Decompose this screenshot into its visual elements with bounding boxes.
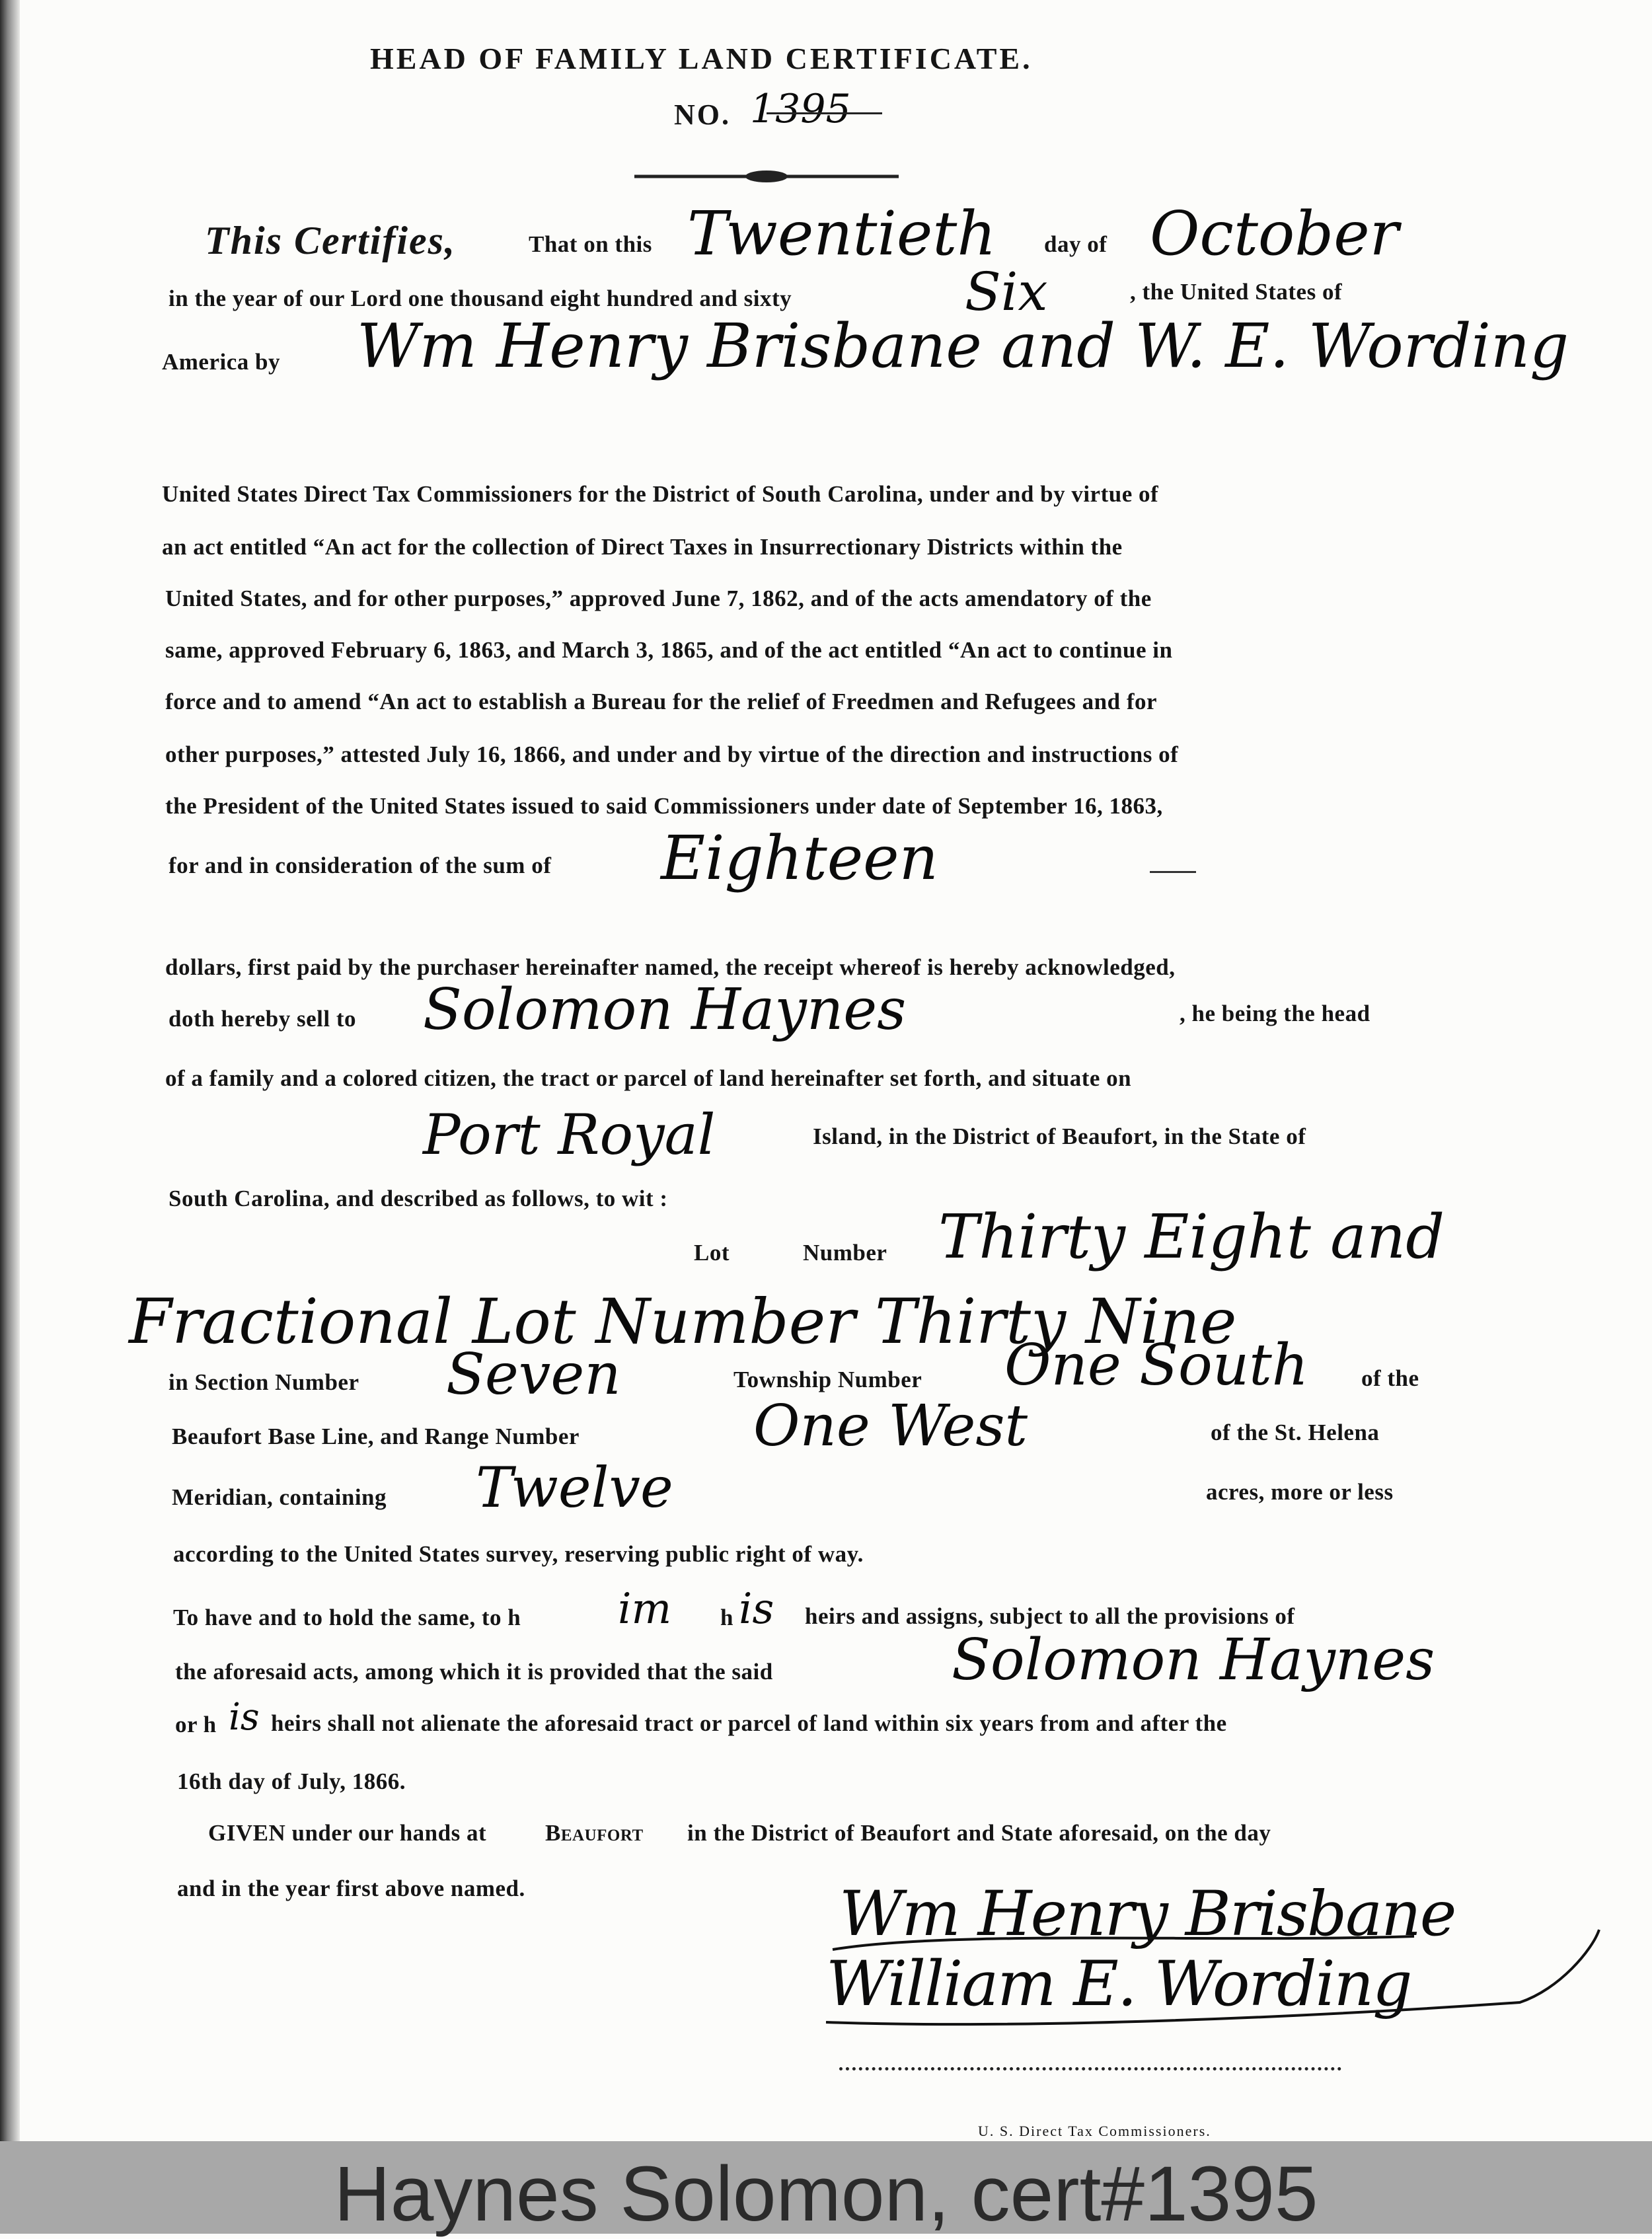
island-text: Island, in the District of Beaufort, in the State of xyxy=(813,1123,1306,1149)
line2-text-a: in the year of our Lord one thousand eight hundred and sixty xyxy=(169,285,792,311)
dollars-line: dollars, first paid by the purchaser hereinafter named, the receipt whereof is hereby acknowledged, xyxy=(165,954,1176,980)
consideration-text: for and in consideration of the sum of xyxy=(169,853,552,878)
hw-him: im xyxy=(618,1585,672,1634)
body-line-5: force and to amend “An act to establish a Bureau for the relief of Freedmen and Refugees and for xyxy=(165,689,1158,714)
given-text-b: in the District of Beaufort and State aforesaid, on the day xyxy=(687,1820,1271,1846)
signature-flourish xyxy=(819,1870,1612,2042)
ornament-rule xyxy=(634,169,899,184)
hw-fractional: Fractional Lot Number Thirty Nine xyxy=(129,1286,1237,1358)
lot-text-a: Lot xyxy=(694,1240,730,1266)
range-text-b: of the St. Helena xyxy=(1211,1420,1380,1445)
hw-section: Seven xyxy=(446,1342,621,1408)
line1-text-b: day of xyxy=(1044,231,1108,257)
body-line-7: the President of the United States issued to said Commissioners under date of September 16, 1863, xyxy=(165,793,1163,819)
date-line: 16th day of July, 1866. xyxy=(177,1768,406,1794)
sell-text-b: , he being the head xyxy=(1180,1001,1370,1026)
hw-sum: Eighteen xyxy=(661,823,938,893)
line1-text-a: That on this xyxy=(529,231,652,257)
scan-edge xyxy=(0,0,20,2141)
hw-year: Six xyxy=(965,261,1048,323)
line3-text-a: America by xyxy=(162,349,280,375)
hw-his: is xyxy=(739,1585,774,1634)
hw-range: One West xyxy=(753,1393,1028,1459)
lot-text-b: Number xyxy=(803,1240,887,1266)
given-town: Beaufort xyxy=(545,1820,644,1846)
blank-dash xyxy=(1150,871,1196,873)
body-line-1: United States Direct Tax Commissioners for the District of South Carolina, under and by virtue of xyxy=(162,481,1159,507)
certificate-title: HEAD OF FAMILY LAND CERTIFICATE. xyxy=(370,42,1033,75)
sell-text-a: doth hereby sell to xyxy=(169,1006,356,1032)
alienate-text-a: or h xyxy=(175,1712,217,1737)
hw-his-2: is xyxy=(229,1696,260,1739)
aforesaid-text-a: the aforesaid acts, among which it is provided that the said xyxy=(175,1659,773,1685)
this-certifies: This Certifies, xyxy=(205,219,457,262)
caption-text: Haynes Solomon, cert#1395 xyxy=(334,2150,1318,2238)
body-line-3: United States, and for other purposes,” approved June 7, 1862, and of the acts amendatory of the xyxy=(165,586,1152,611)
south-carolina-line: South Carolina, and described as follows, to wit : xyxy=(169,1186,668,1211)
hold-text-b: h xyxy=(720,1605,733,1630)
hw-day: Twentieth xyxy=(687,198,996,269)
commissioners-label: U. S. Direct Tax Commissioners. xyxy=(978,2123,1211,2139)
year-line: and in the year first above named. xyxy=(177,1876,525,1901)
range-text-a: Beaufort Base Line, and Range Number xyxy=(172,1423,580,1449)
signature-brisbane: Wm Henry Brisbane xyxy=(839,1878,1456,1950)
cert-no-underline xyxy=(767,112,882,114)
section-text-b: Township Number xyxy=(733,1367,922,1392)
meridian-text-b: acres, more or less xyxy=(1206,1479,1394,1505)
given-text-a: GIVEN under our hands at xyxy=(208,1820,487,1846)
alienate-text-b: heirs shall not alienate the aforesaid tract or parcel of land within six years from and after the xyxy=(271,1710,1227,1736)
commissioner-dotted-line xyxy=(839,2067,1341,2070)
certificate-number: 1395 xyxy=(750,86,851,132)
line2-text-b: , the United States of xyxy=(1130,279,1343,305)
hold-text-c: heirs and assigns, subject to all the provisions of xyxy=(805,1603,1295,1629)
hw-commissioners: Wm Henry Brisbane and W. E. Wording xyxy=(357,311,1569,381)
section-text-c: of the xyxy=(1361,1365,1419,1391)
hw-township: One South xyxy=(1004,1332,1309,1398)
hold-text-a: To have and to hold the same, to h xyxy=(173,1605,521,1630)
meridian-text-a: Meridian, containing xyxy=(172,1484,387,1510)
hw-month: October xyxy=(1150,198,1399,269)
signature-wording: William E. Wording xyxy=(826,1948,1411,2020)
hw-lot: Thirty Eight and xyxy=(938,1201,1445,1272)
hw-purchaser: Solomon Haynes xyxy=(423,977,907,1043)
body-line-4: same, approved February 6, 1863, and March 3, 1865, and of the act entitled “An act to continue in xyxy=(165,637,1173,663)
hw-name-2: Solomon Haynes xyxy=(952,1627,1435,1693)
body-line-6: other purposes,” attested July 16, 1866, and under and by virtue of the direction and instructions of xyxy=(165,741,1179,767)
survey-line: according to the United States survey, reserving public right of way. xyxy=(173,1541,864,1567)
section-text-a: in Section Number xyxy=(169,1369,359,1395)
hw-island: Port Royal xyxy=(423,1102,716,1167)
hw-acres: Twelve xyxy=(476,1455,673,1520)
certificate-no-label: NO. xyxy=(674,98,731,131)
family-line: of a family and a colored citizen, the tract or parcel of land hereinafter set forth, and situate on xyxy=(165,1065,1132,1091)
body-line-2: an act entitled “An act for the collection of Direct Taxes in Insurrectionary Districts within the xyxy=(162,534,1123,560)
